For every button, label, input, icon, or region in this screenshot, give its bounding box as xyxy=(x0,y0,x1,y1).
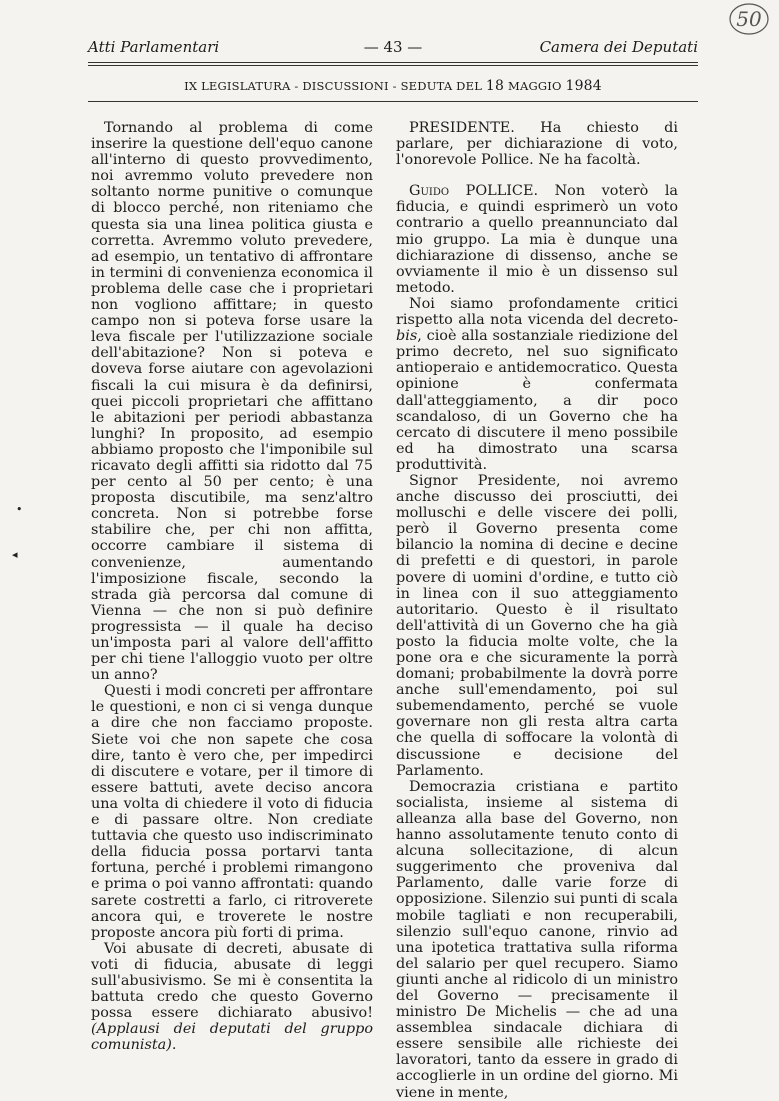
session-year: 1984 xyxy=(565,78,602,94)
applause-note: (Applausi dei deputati del gruppo comunista) xyxy=(91,1021,373,1054)
header-left: Atti Parlamentari xyxy=(88,38,220,56)
header-rule-bottom xyxy=(88,65,698,66)
header-right: Camera dei Deputati xyxy=(539,38,698,56)
header-page-number: — 43 — xyxy=(363,38,423,56)
session-rule xyxy=(88,101,698,102)
handwritten-page-number xyxy=(728,2,770,36)
session-day: 18 xyxy=(485,78,505,94)
paragraph-end: . xyxy=(171,1037,177,1054)
session-prefix: IX LEGISLATURA - DISCUSSIONI - SEDUTA DEL xyxy=(184,79,483,93)
speaker-first-name: Guido xyxy=(409,183,450,200)
margin-dot: • xyxy=(16,503,23,516)
paragraph xyxy=(396,296,678,473)
paragraph: Democrazia cristiana e partito socialista, insieme al sistema di alleanza alla base del Governo, non hanno assolutamente tenuto conto di alcuna sollecitazione, di alcun suggerimento che proveniva dal Parlamento, dalle varie forze di opposizione. Silenzio sui punti di scala mobile tagliati e non recuperabili, silenzio sull'equo canone, rinvio ad una ipotetica trattativa sulla riforma del salario per quel recupero. Siamo giunti anche al ridicolo di un ministro del Governo — precisamente il ministro De Michelis — che ad una assemblea sindacale dichiara di essere sensibile alle richieste dei lavoratori, tanto da essere in grado di accoglierle in un ordine del giorno. Mi viene in mente, xyxy=(396,778,678,1101)
right-column xyxy=(396,120,678,1101)
paragraph-text: , cioè alla sostanziale riedizione del primo decreto, nel suo significato antioperaio e antidemocratico. Questa opinione è confermata dall'atteggiamento, a dir poco scandaloso, di un Governo che ha cercato di discutere il meno possibile ed ha dimostrato una scarsa produttività. xyxy=(396,328,678,473)
speaker-paragraph xyxy=(396,183,678,296)
session-line xyxy=(88,78,698,94)
margin-arrow: ◂ xyxy=(12,548,18,561)
session-month: MAGGIO xyxy=(507,79,562,93)
speaker-text: . Non voterò la fiducia, e quindi esprimerò un voto contrario a quello preannunciato dal mio gruppo. La mia è dunque una dichiarazione di dissenso, anche se ovviamente il mio è un dissenso sul metodo. xyxy=(396,183,679,296)
paragraph: Questi i modi concreti per affrontare le questioni, e non ci si venga dunque a dire che non facciamo proposte. Siete voi che non sapete che cosa dire, tanto è vero che, per impedirci di discutere e votare, per il timore di essere battuti, avete deciso ancora una volta di chiedere il voto di fiducia e di passare oltre. Non crediate tuttavia che questo uso indiscriminato della fiducia possa portarvi tanta fortuna, perché i problemi rimangono e prima o poi vanno affrontati: quando sarete costretti a farlo, ci ritroverete ancora qui, e troverete le nostre proposte ancora più forti di prima. xyxy=(91,683,373,941)
paragraph xyxy=(91,941,373,1054)
header-rule-top xyxy=(88,62,698,63)
paragraph-text: Noi siamo profondamente critici rispetto alla nota vicenda del decreto- xyxy=(396,295,678,329)
paragraph: Signor Presidente, noi avremo anche discusso dei prosciutti, dei molluschi e delle viscere dei polli, però il Governo presenta come bilancio la nomina di decine e decine di prefetti e di questori, in parole povere di uomini d'ordine, e tutto ciò in linea con il suo atteggiamento autoritario. Questo è il risultato dell'attività di un Governo che ha già posto la fiducia molte volte, che la pone ora e che sicuramente la porrà domani; probabilmente la dovrà porre anche sull'emendamento, poi sul subemendamento, perché se vuole governare non gli resta altra carta che quella di soffocare la volontà di discussione e decisione del Parlamento. xyxy=(396,472,678,779)
paragraph: Tornando al problema di come inserire la questione dell'equo canone all'interno di questo provvedimento, noi avremmo voluto prevedere non soltanto norme punitive o comunque di blocco perché, non riteniamo che questa sia una linea politica giusta e corretta. Avremmo voluto prevedere, ad esempio, un tentativo di affrontare in termini di convenienza economica il problema delle case che i proprietari non vogliono affittare; in questo campo non si poteva forse usare la leva fiscale per l'utilizzazione sociale dell'abitazione? Non si poteva e doveva forse aiutare con agevolazioni fiscali la cui misura è da definirsi, quei piccoli proprietari che affittano le abitazioni per periodi abbastanza lunghi? In proposito, ad esempio abbiamo proposto che l'imponibile sul ricavato degli affitti sia ridotto dal 75 per cento al 50 per cento; è una proposta discutibile, ma senz'altro concreta. Non si potrebbe forse stabilire che, per chi non affitta, occorre cambiare il sistema di convenienze, aumentando l'imposizione fiscale, secondo la strada già percorsa dal comune di Vienna — che non si può definire progressista — il quale ha deciso un'imposta pari al valore dell'affitto per chi tiene l'alloggio vuoto per oltre un anno? xyxy=(91,120,373,684)
running-header xyxy=(88,38,698,58)
left-column xyxy=(91,120,373,1053)
president-paragraph: PRESIDENTE. Ha chiesto di parlare, per dichiarazione di voto, l'onorevole Pollice. Ne ha facoltà. xyxy=(396,120,678,169)
decreto-bis: bis xyxy=(396,328,418,345)
paragraph-text: Voi abusate di decreti, abusate di voti di fiducia, abusate di leggi sull'abusivismo. Se mi è consentita la battuta credo che questo Governo possa essere dichiarato abusivo! xyxy=(91,940,373,1022)
stamp-number: 50 xyxy=(736,7,762,31)
speaker-last-name: POLLICE xyxy=(465,183,534,200)
